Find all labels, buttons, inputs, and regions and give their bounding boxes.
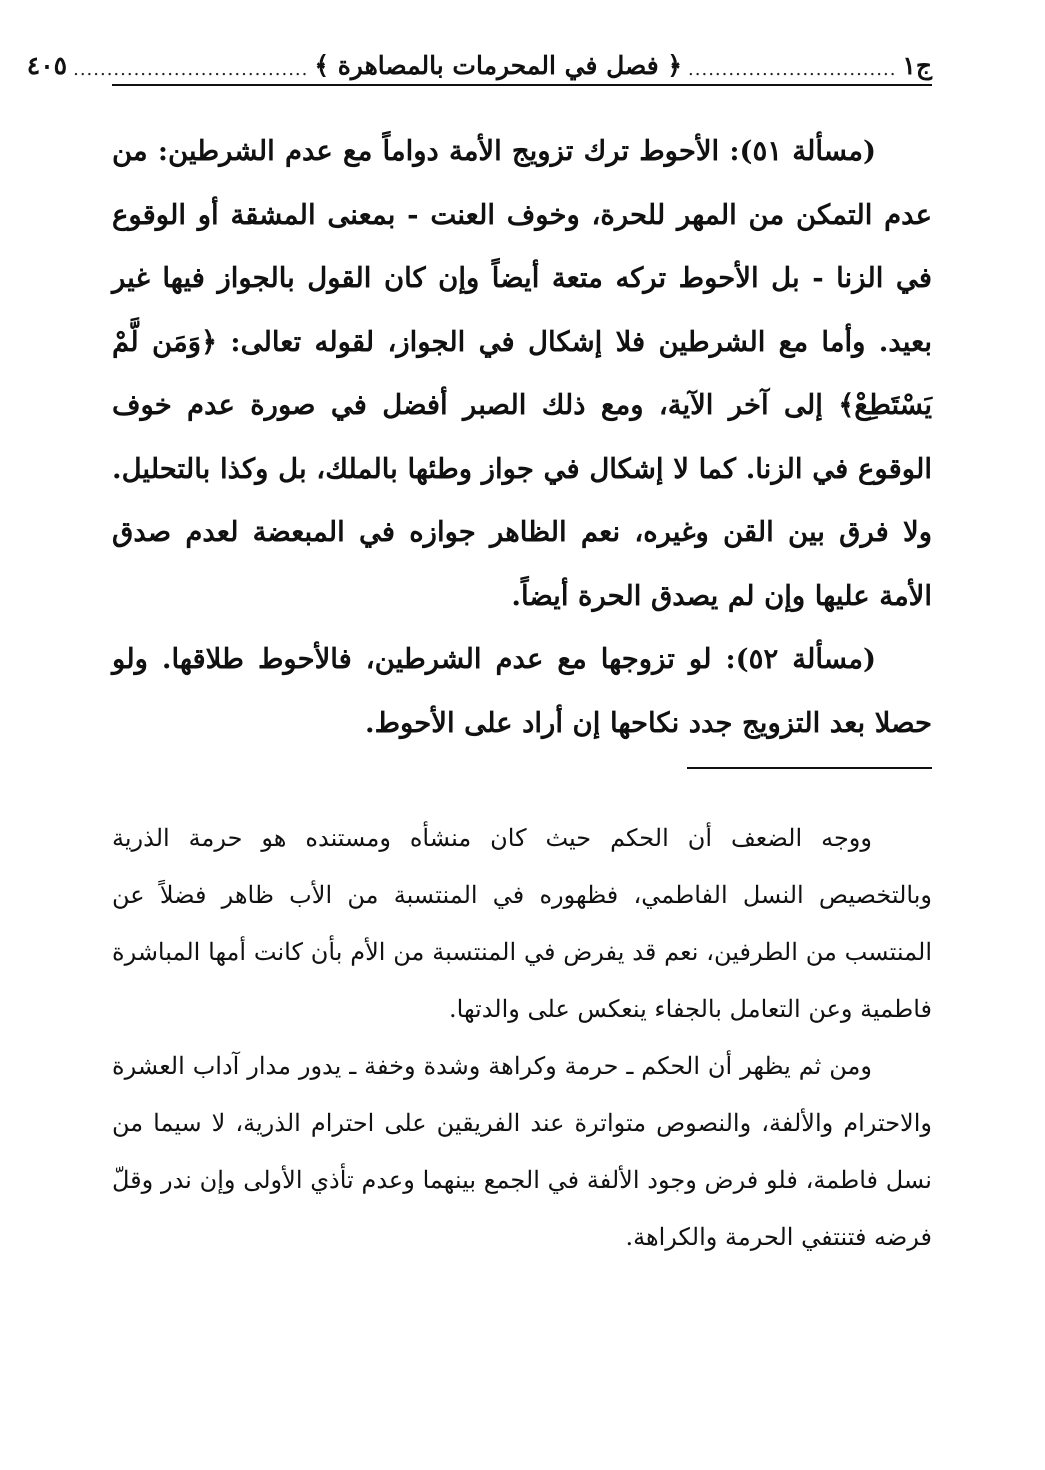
issue-52-paragraph: (مسألة ٥٢): لو تزوجها مع عدم الشرطين، فالأحوط طلاقها. ولو حصلا بعد التزويج جدد نكاحها إن أراد على الأحوط. (112, 643, 932, 739)
issue-51-paragraph: (مسألة ٥١): الأحوط ترك تزويج الأمة دواماً مع عدم الشرطين: من عدم التمكن من المهر للحرة، وخوف العنت - بمعنى المشقة أو الوقوع في الزنا - بل الأحوط تركه متعة أيضاً وإن كان القول بالجواز فيها غير بعيد. وأما مع الشرطين فلا إشكال في الجواز، لقوله تعالى: ﴿وَمَن لَّمْ يَسْتَطِعْ﴾ إلى آخر الآية، ومع ذلك الصبر أفضل في صورة عدم خوف الوقوع في الزنا. كما لا إشكال في جواز وطئها بالملك، بل وكذا بالتحليل. ولا فرق بين القن وغيره، نعم الظاهر جوازه في المبعضة لعدم صدق الأمة عليها وإن لم يصدق الحرة أيضاً. (112, 135, 932, 612)
volume-label: ج١ (902, 51, 932, 80)
running-header (26, 34, 932, 80)
main-text (112, 120, 932, 755)
header-divider (112, 84, 932, 86)
leader-dots-left: ................................... (73, 59, 309, 80)
footnote-paragraph: ووجه الضعف أن الحكم حيث كان منشأه ومستنده هو حرمة الذرية وبالتخصيص النسل الفاطمي، فظهوره في المنتسبة من الأب ظاهر فضلاً عن المنتسب من الطرفين، نعم قد يفرض في المنتسبة من الأم بأن كانت أمها المباشرة فاطمية وعن التعامل بالجفاء ينعكس على والدتها. (112, 824, 932, 1023)
footnote-text (112, 810, 932, 1266)
footnote-paragraph: ومن ثم يظهر أن الحكم ـ حرمة وكراهة وشدة وخفة ـ يدور مدار آداب العشرة والاحترام والألفة، والنصوص متواترة عند الفريقين على احترام الذرية، لا سيما من نسل فاطمة، فلو فرض وجود الألفة في الجمع بينهما وعدم تأذي الأولى وإن ندر وقلّ فرضه فتنتفي الحرمة والكراهة. (112, 1052, 932, 1251)
leader-dots-right: ............................... (688, 59, 897, 80)
chapter-title: ﴿ فصل في المحرمات بالمصاهرة ﴾ (314, 51, 683, 80)
page-number: ٤٠٥ (26, 51, 68, 80)
footnote-divider (687, 767, 932, 769)
